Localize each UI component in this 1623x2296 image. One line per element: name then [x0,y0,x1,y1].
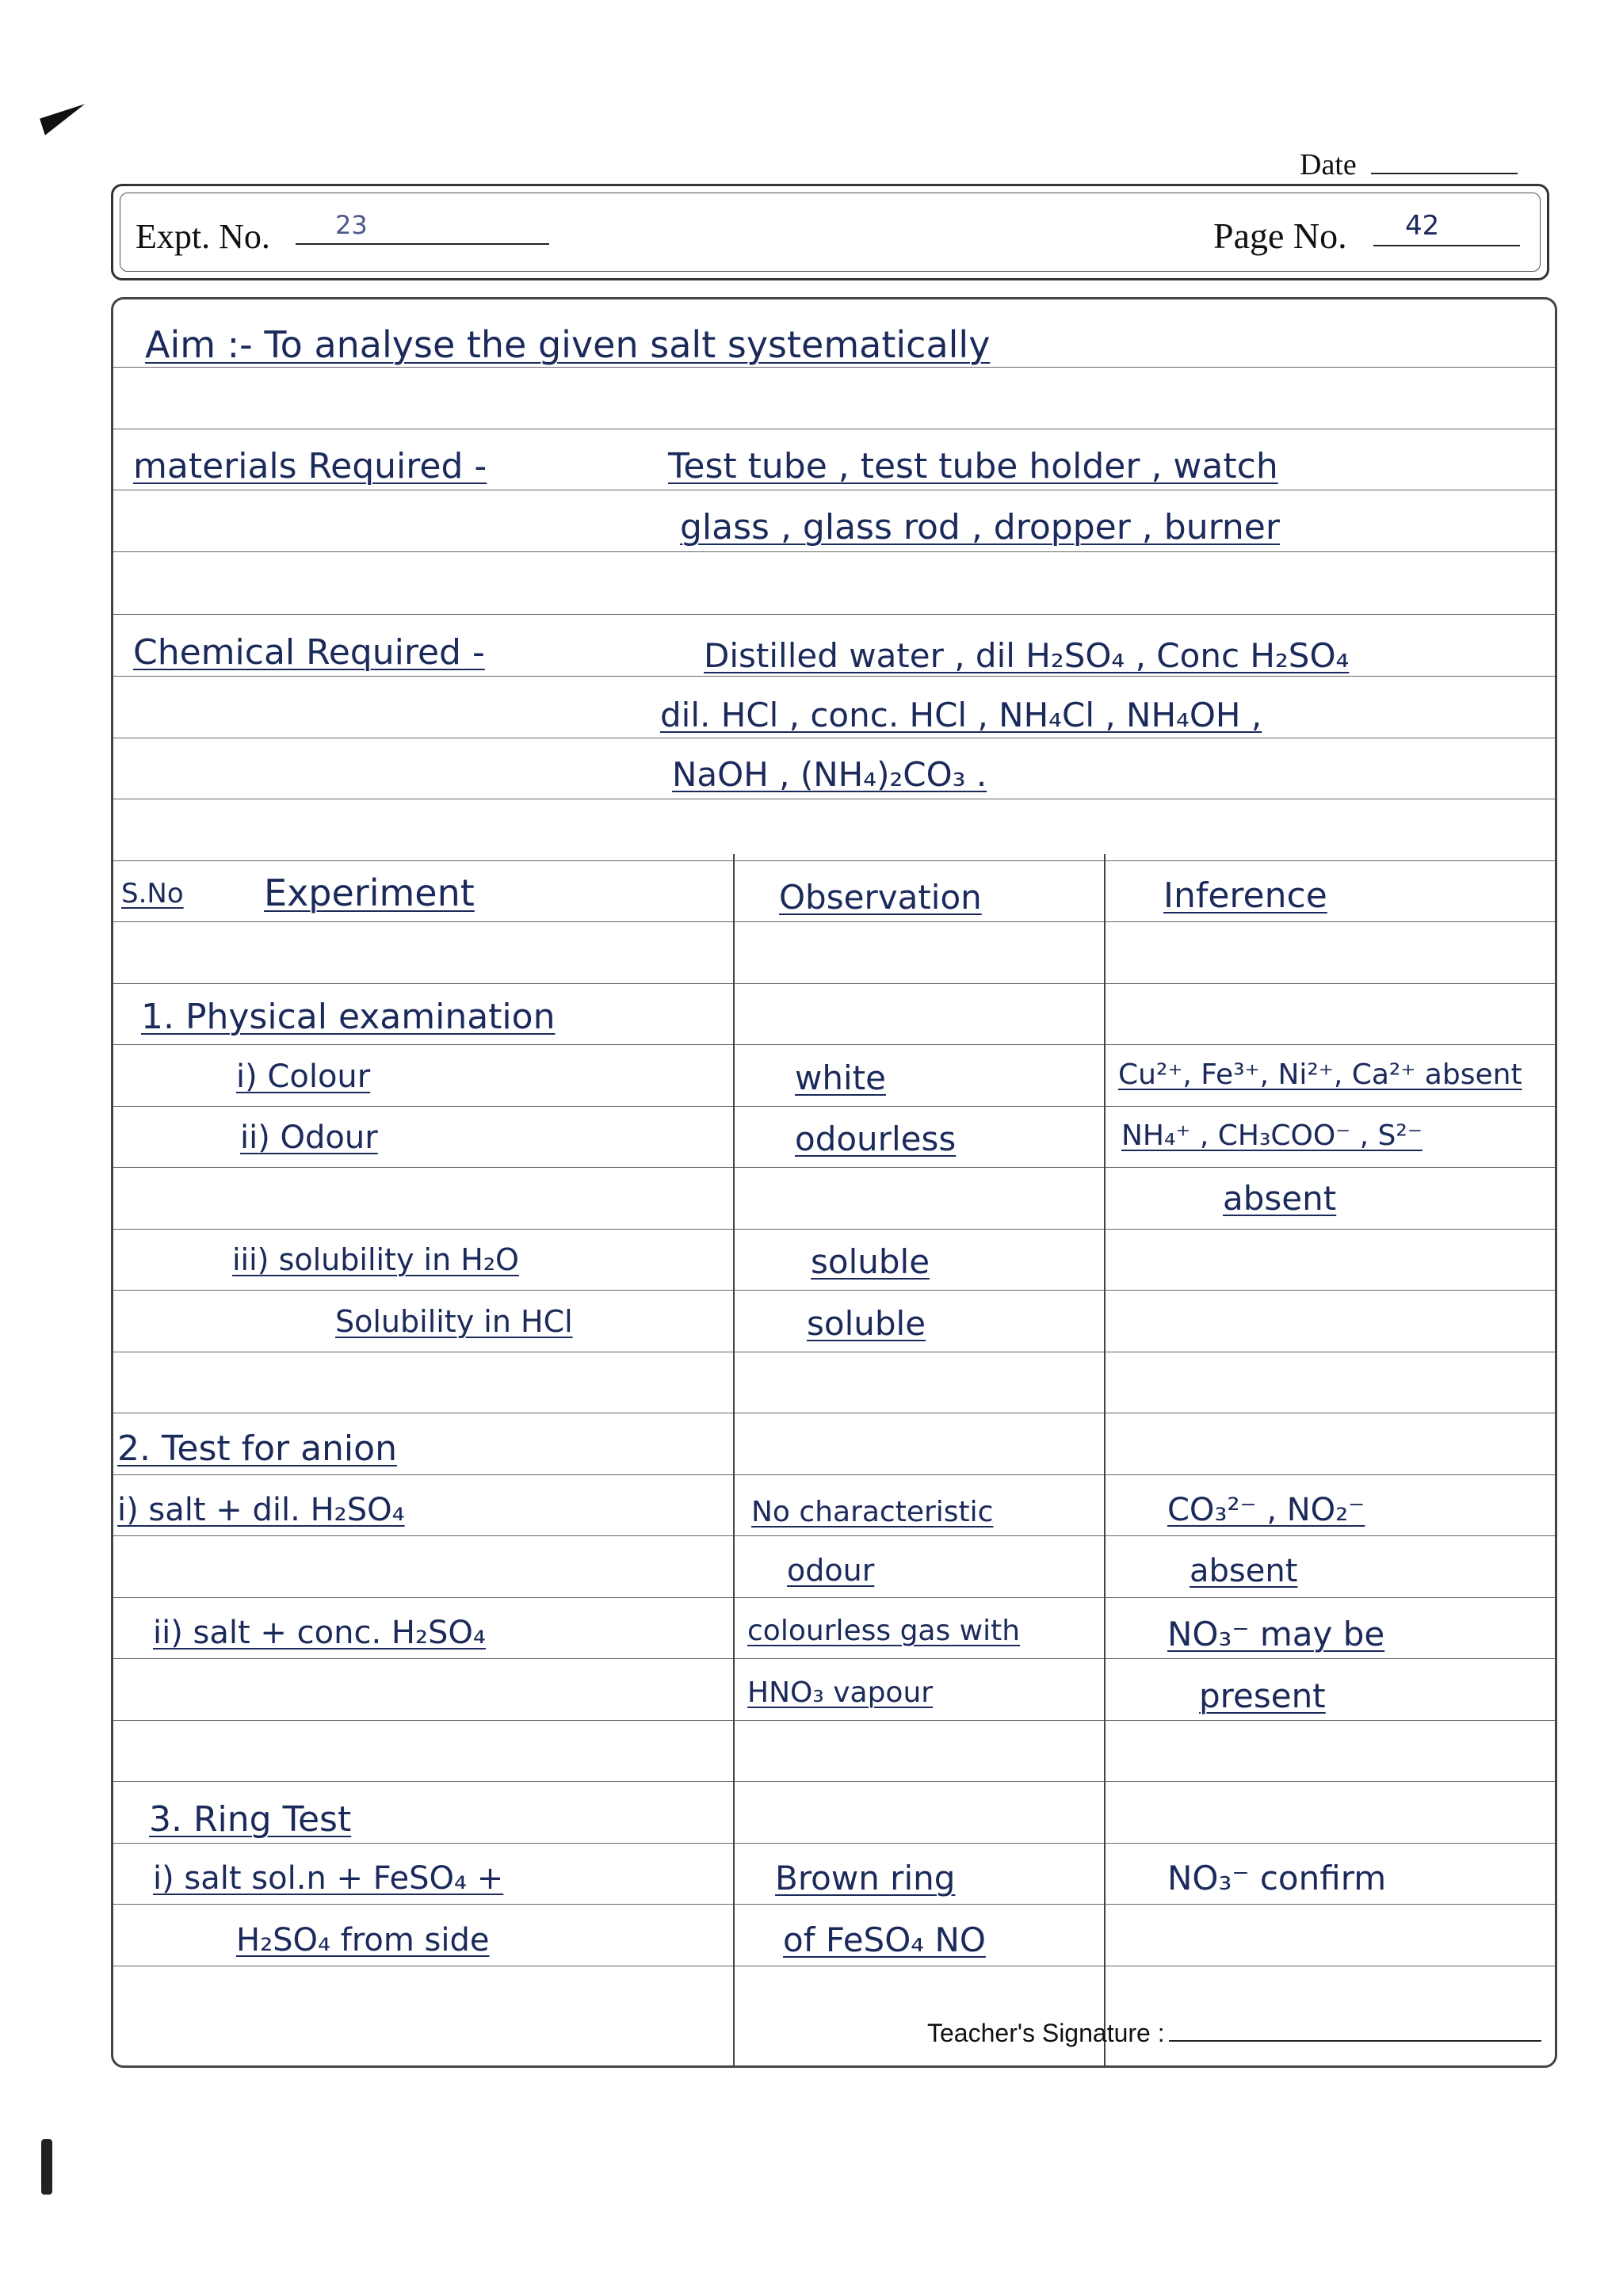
row-dil-h2so4-inf-2: absent [1190,1553,1298,1589]
rule-line [113,860,1555,861]
date-line [1371,173,1518,174]
row-conc-h2so4-exp: ii) salt + conc. H₂SO₄ [153,1615,486,1651]
column-divider-observation [733,854,735,2068]
signature-line [1169,2040,1541,2042]
expt-value: 23 [335,210,368,240]
rule-line [113,1290,1555,1291]
chemicals-line1: Distilled water , dil H₂SO₄ , Conc H₂SO₄ [704,636,1350,675]
row-ring-test-inf: NO₃⁻ confirm [1167,1859,1387,1897]
row-dil-h2so4-obs-2: odour [787,1553,875,1588]
ruled-sheet [111,297,1557,2068]
rule-line [113,551,1555,552]
rule-line [113,1781,1555,1782]
row-dil-h2so4-obs: No characteristic [751,1496,994,1528]
rule-line [113,1720,1555,1721]
row-ring-test-exp: i) salt sol.n + FeSO₄ + [153,1860,504,1897]
row-dil-h2so4-inf: CO₃²⁻ , NO₂⁻ [1167,1492,1365,1528]
rule-line [113,1229,1555,1230]
page-corner-mark [40,104,90,135]
row-solubility-hcl-obs: soluble [807,1304,926,1343]
header-box [111,184,1549,280]
expt-line [296,243,549,245]
rule-line [113,1904,1555,1905]
row-ring-test-exp-2: H₂SO₄ from side [236,1922,490,1958]
row-conc-h2so4-obs-2: HNO₃ vapour [747,1676,934,1709]
rule-line [113,921,1555,922]
column-divider-inference [1104,854,1106,2068]
header-experiment: Experiment [264,871,475,914]
row-conc-h2so4-inf: NO₃⁻ may be [1167,1615,1385,1653]
materials-label: materials Required - [133,446,487,486]
row-ring-test-obs: Brown ring [775,1859,956,1897]
row-odour-inf-2: absent [1223,1179,1337,1218]
rule-line [113,983,1555,984]
page-value: 42 [1405,210,1440,242]
row-solubility-h2o-exp: iii) solubility in H₂O [232,1242,519,1277]
row-odour-inf: NH₄⁺ , CH₃COO⁻ , S²⁻ [1121,1119,1423,1152]
signature-label: Teacher's Signature : [927,2019,1165,2047]
materials-line2: glass , glass rod , dropper , burner [680,507,1280,547]
rule-line [113,1474,1555,1475]
rule-line [113,1535,1555,1536]
row-colour-inf: Cu²⁺, Fe³⁺, Ni²⁺, Ca²⁺ absent [1118,1058,1522,1091]
row-colour-exp: i) Colour [236,1058,371,1095]
rule-line [113,1106,1555,1107]
row-odour-exp: ii) Odour [240,1119,378,1156]
row-dil-h2so4-exp: i) salt + dil. H₂SO₄ [117,1492,405,1528]
materials-line1: Test tube , test tube holder , watch [668,446,1278,486]
chemicals-line2: dil. HCl , conc. HCl , NH₄Cl , NH₄OH , [660,696,1262,734]
chemicals-label: Chemical Required - [133,632,485,673]
row-conc-h2so4-obs: colourless gas with [747,1615,1021,1647]
rule-line [113,1658,1555,1659]
row-physical-exam: 1. Physical examination [141,997,556,1037]
rule-line [113,614,1555,615]
aim-text: Aim :- To analyse the given salt systematically [145,323,991,366]
page-line [1373,245,1520,246]
header-inference: Inference [1163,875,1327,916]
rule-line [113,367,1555,368]
row-conc-h2so4-inf-2: present [1199,1676,1326,1715]
row-odour-obs: odourless [795,1119,957,1158]
rule-line [113,1597,1555,1598]
row-solubility-hcl-exp: Solubility in HCl [335,1304,573,1339]
row-ring-test: 3. Ring Test [149,1799,352,1840]
header-observation: Observation [779,878,982,917]
header-sno: S.No [121,878,184,910]
rule-line [113,1167,1555,1168]
row-colour-obs: white [795,1058,886,1097]
chemicals-line3: NaOH , (NH₄)₂CO₃ . [672,755,987,794]
date-label: Date [1300,148,1357,181]
expt-label: Expt. No. [136,217,270,256]
page-corner-mark-bottom [41,2139,52,2195]
page-label: Page No. [1213,215,1347,256]
row-ring-test-obs-2: of FeSO₄ NO [783,1920,986,1959]
row-anion-test: 2. Test for anion [117,1428,397,1469]
row-solubility-h2o-obs: soluble [811,1242,930,1281]
rule-line [113,1843,1555,1844]
rule-line [113,676,1555,677]
rule-line [113,1044,1555,1045]
